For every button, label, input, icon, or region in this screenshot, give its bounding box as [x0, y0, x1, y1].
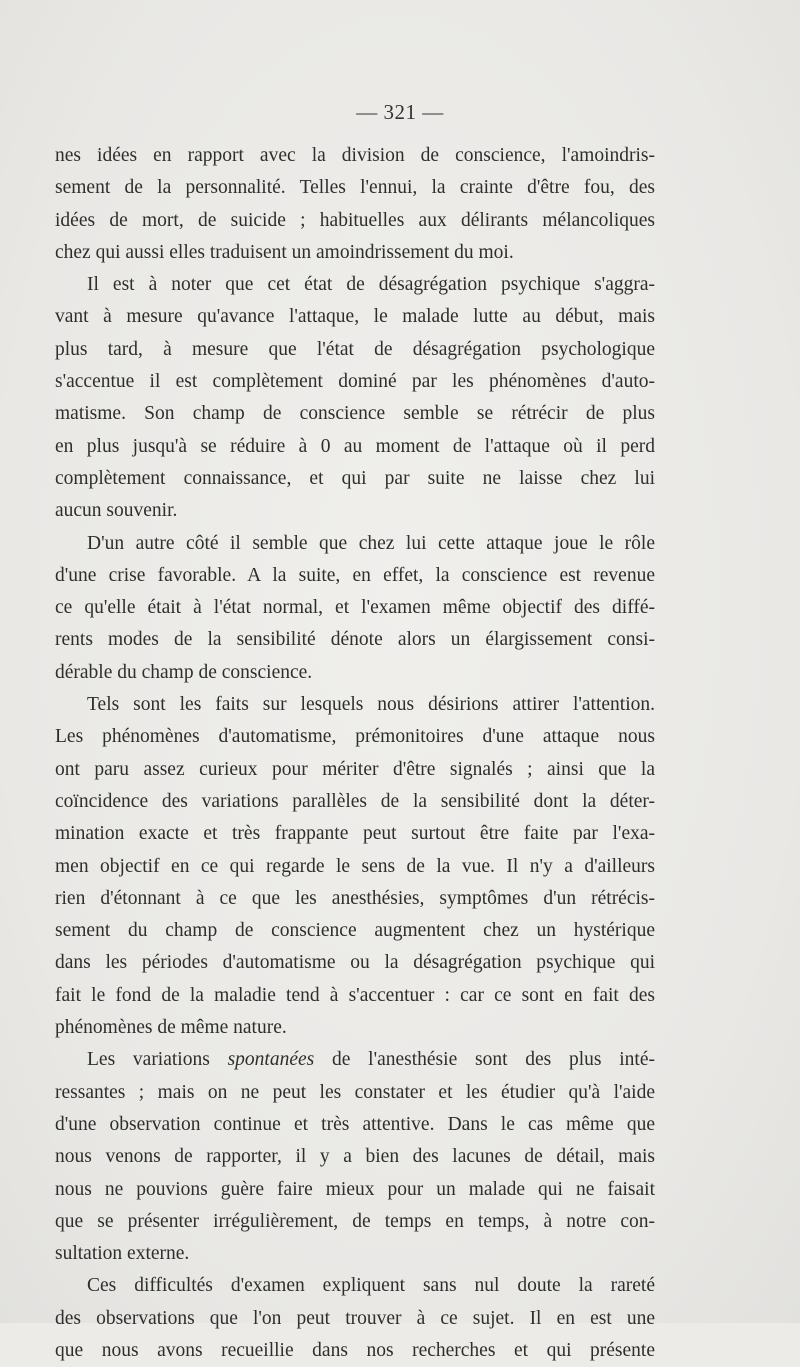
text-line: sultation externe.	[55, 1243, 190, 1265]
text-line: vant à mesure qu'avance l'attaque, le malade lutte au début, mais	[55, 306, 655, 328]
text-line: ressantes ; mais on ne peut les constater et les étudier qu'à l'aide	[55, 1081, 655, 1103]
text-line: nous ne pouvions guère faire mieux pour un malade qui ne faisait	[55, 1178, 655, 1200]
text-line: fait le fond de la maladie tend à s'accentuer : car ce sont en fait des	[55, 984, 655, 1006]
text-line: que nous avons recueillie dans nos recherches et qui présente	[55, 1339, 655, 1361]
page-number: — 321 —	[356, 100, 444, 124]
text-line: dans les périodes d'automatisme ou la désagrégation psychique qui	[55, 952, 655, 974]
text-line: sement du champ de conscience augmentent chez un hystérique	[55, 920, 655, 942]
paragraph-6	[55, 1270, 655, 1367]
text-line: Les phénomènes d'automatisme, prémonitoires d'une attaque nous	[55, 726, 655, 748]
text-line: phénomènes de même nature.	[55, 1017, 287, 1039]
text-line: matisme. Son champ de conscience semble se rétrécir de plus	[55, 403, 655, 425]
italic-word: spontanées	[227, 1049, 315, 1071]
text-run: de l'anesthésie sont des plus inté-	[314, 1049, 655, 1071]
paragraph-3	[55, 528, 655, 689]
text-line: rien d'étonnant à ce que les anesthésies, symptômes d'un rétrécis-	[55, 887, 655, 909]
paragraph-1	[55, 140, 655, 269]
text-line: sement de la personnalité. Telles l'ennui, la crainte d'être fou, des	[55, 177, 655, 199]
text-line: men objectif en ce qui regarde le sens de la vue. Il n'y a d'ailleurs	[55, 855, 655, 877]
text-line: idées de mort, de suicide ; habituelles aux délirants mélancoliques	[55, 209, 655, 231]
text-line: mination exacte et très frappante peut surtout être faite par l'exa-	[55, 823, 655, 845]
text-line: nes idées en rapport avec la division de conscience, l'amoindris-	[55, 145, 655, 166]
text-line: Il est à noter que cet état de désagrégation psychique s'aggra-	[87, 274, 655, 296]
text-line: D'un autre côté il semble que chez lui cette attaque joue le rôle	[87, 532, 655, 554]
text-line: ce qu'elle était à l'état normal, et l'examen même objectif des diffé-	[55, 597, 655, 619]
body-text	[55, 140, 655, 1367]
paragraph-2	[55, 269, 655, 527]
text-line: que se présenter irrégulièrement, de temps en temps, à notre con-	[55, 1210, 655, 1232]
paragraph-4	[55, 689, 655, 1044]
text-line: ont paru assez curieux pour mériter d'être signalés ; ainsi que la	[55, 758, 655, 780]
text-line: d'une crise favorable. A la suite, en effet, la conscience est revenue	[55, 564, 655, 586]
text-line: s'accentue il est complètement dominé par les phénomènes d'auto-	[55, 371, 655, 393]
text-run: Les variations	[87, 1049, 228, 1071]
text-line: nous venons de rapporter, il y a bien des lacunes de détail, mais	[55, 1146, 655, 1168]
text-line: Tels sont les faits sur lesquels nous désirions attirer l'attention.	[87, 694, 655, 716]
text-line: rents modes de la sensibilité dénote alors un élargissement consi-	[55, 629, 655, 651]
text-line: coïncidence des variations parallèles de la sensibilité dont la déter-	[55, 790, 655, 812]
text-line: complètement connaissance, et qui par suite ne laisse chez lui	[55, 467, 655, 489]
text-line: Ces difficultés d'examen expliquent sans nul doute la rareté	[87, 1275, 655, 1297]
text-line: aucun souvenir.	[55, 500, 178, 522]
paragraph-5	[55, 1044, 655, 1270]
text-line: plus tard, à mesure que l'état de désagrégation psychologique	[55, 338, 655, 360]
text-line: d'une observation continue et très attentive. Dans le cas même que	[55, 1113, 655, 1135]
text-line: en plus jusqu'à se réduire à 0 au moment de l'attaque où il perd	[55, 435, 655, 457]
text-line: chez qui aussi elles traduisent un amoindrissement du moi.	[55, 241, 514, 263]
text-line	[55, 1044, 655, 1076]
text-line: dérable du champ de conscience.	[55, 661, 313, 683]
text-line: des observations que l'on peut trouver à ce sujet. Il en est une	[55, 1307, 655, 1329]
